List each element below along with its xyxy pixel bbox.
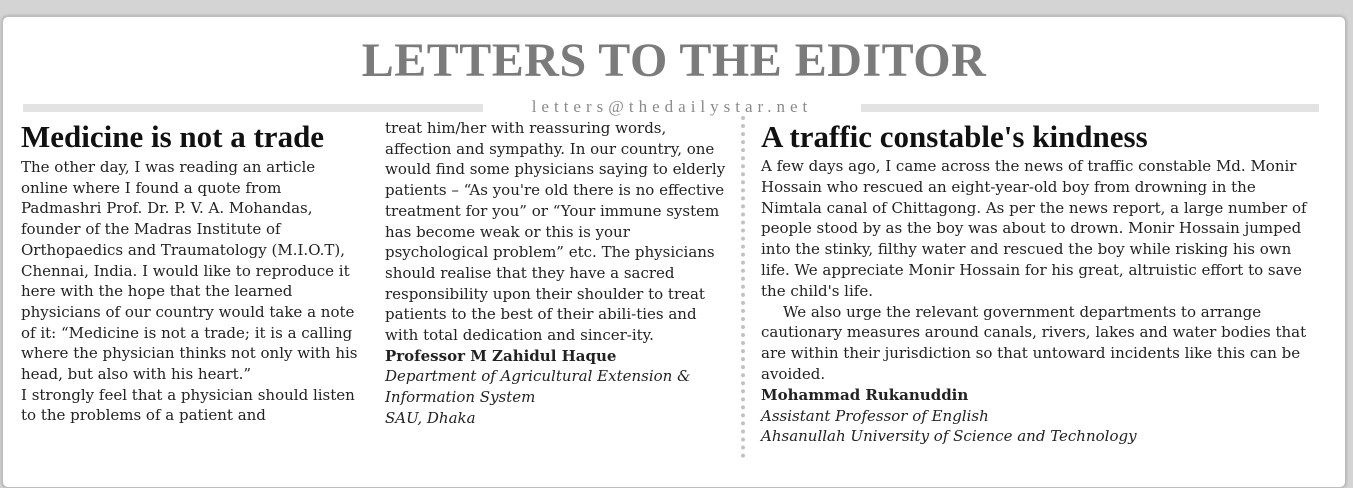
letter-1-paragraph-1: The other day, I was reading an article online where I found a quote from Padmashri Prof. Dr. P. V. A. Mohandas, founder of the Madras Institute of Orthopaedics and Traumatology (M.I.O.T), Chennai, India. I would like to reproduce it here with the hope that the learned physicians of our country would take a note of it: “Medicine is not a trade; it is a calling where the physician thinks not only with his head, but also with his heart.”	[21, 158, 358, 384]
letter-1-paragraph-2: I strongly feel that a physician should listen to the problems of a patient and	[21, 385, 355, 425]
letter-1-paragraph-3: treat him/her with reassuring words, affection and sympathy. In our country, one would find some physicians saying to elderly patients – “As you're old there is no effective treatment for you” or “Your immune system has become weak or this is your psychological problem” etc. The physicians should realise that they have a sacred responsibility upon their shoulder to treat patients to the best of their abili-ties and with total dedication and sincer-ity.	[385, 119, 726, 345]
column-divider	[741, 116, 745, 458]
letter-2-paragraph-2: We also urge the relevant government departments to arrange cautionary measures around canals, rivers, lakes and water bodies that are within their jurisdiction so that untoward incidents like this can be avoided.	[761, 302, 1307, 383]
letter-1-headline: Medicine is not a trade	[21, 119, 325, 154]
title-rule	[23, 97, 1319, 116]
letter-1-affiliation-line-2: Information System	[385, 388, 536, 407]
rule-bar-left	[23, 104, 483, 112]
letter-1-column-1	[21, 120, 365, 426]
letter-1-affiliation-line-3: SAU, Dhaka	[385, 408, 476, 427]
letter-2-paragraph-1: A few days ago, I came across the news of traffic constable Md. Monir Hossain who rescued an eight-year-old boy from drowning in the Nimtala canal of Chittagong. As per the news report, a large number of people stood by as the boy was about to drown. Monir Hossain jumped into the stinky, filthy water and rescued the boy while risking his own life. We appreciate Monir Hossain for his great, altruistic effort to save the child's life.	[761, 157, 1307, 300]
rule-bar-right	[861, 104, 1319, 112]
letter-1-column-2	[385, 118, 729, 429]
letter-2-column	[761, 120, 1321, 447]
letter-2-affiliation-line-1: Assistant Professor of English	[761, 406, 989, 425]
editor-email[interactable]: letters@thedailystar.net	[531, 97, 813, 116]
letter-1-affiliation-line-1: Department of Agricultural Extension &	[385, 367, 691, 386]
letter-2-author: Mohammad Rukanuddin	[761, 385, 969, 404]
section-title: LETTERS TO THE EDITOR	[361, 34, 987, 87]
letter-2-affiliation-line-2: Ahsanullah University of Science and Technology	[761, 427, 1137, 446]
letter-2-headline: A traffic constable's kindness	[761, 119, 1148, 154]
letter-1-author: Professor M Zahidul Haque	[385, 346, 617, 365]
